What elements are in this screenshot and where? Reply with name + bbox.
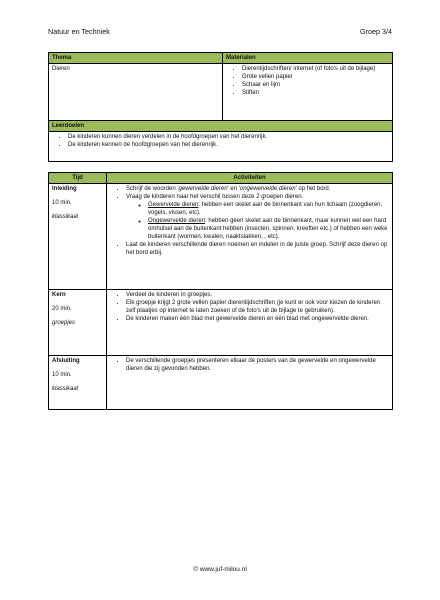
materialen-list [226,65,389,97]
phase-name: Inleiding [52,186,77,192]
list-item: • De verschillende groepjes presenteren elkaar de posters van de gewervelde en ongewervelde dieren die zij gevonden hebben. [126,357,389,373]
phase-form: klassikaal [52,214,79,220]
phase-name: Afsluiting [52,358,80,364]
inleiding-time-cell [49,184,107,290]
thema-value: Dieren [49,64,223,121]
list-item: • De kinderen maken één blad met gewervelde dieren en één blad met ongewervelde dieren. [126,315,389,323]
list-item: • De kinderen kennen de hoofdgroepen van het dierenrijk. [68,141,389,149]
activiteiten-header: Activiteiten [107,173,393,184]
leerdoelen-cell [49,132,393,162]
subject-label: Natuur en Techniek [48,27,110,36]
thema-header: Thema [49,53,223,64]
leerdoelen-header: Leerdoelen [49,121,393,132]
sub-list-item: ◦ Ongewervelde dieren: hebben geen skelet aan de binnenkant, maar kunnen wel een hard omhulsel aan de buitenkant hebben (insecten, spinnen, kreeften etc.) of hebben een weke buitenkant (wormen, kwalen, naaktslakken, , etc). [148,217,389,241]
phase-duration: 20 min. [52,306,72,312]
list-item: • Grote vellen papier [242,73,389,81]
list-item: • De kinderen kunnen dieren verdelen in de hoofdgroepen van het dierenrijk. [68,133,389,141]
list-item: • Schrijf de woorden 'gewervelde dieren' en 'ongewervelde dieren' op het bord. [126,185,389,193]
kern-time-cell [49,290,107,356]
sub-list [126,201,389,241]
list-item: • Stiften [242,89,389,97]
afsluiting-time-cell [49,356,107,410]
footer-copyright: © www.juf-milou.nl [193,566,247,573]
afsluiting-activities [107,356,393,410]
schedule-table [48,172,393,410]
materialen-cell [223,64,393,121]
tijd-header: Tijd [49,173,107,184]
sub-list-item: ◦ Gewervelde dieren: hebben een skelet aan de binnenkant van hun lichaam (zoogdieren, vogels, vissen, etc). [148,201,389,217]
leerdoelen-list [52,133,389,149]
afsluiting-list [110,357,389,373]
group-label: Groep 3/4 [360,27,392,36]
list-item: • Elk groepje krijgt 2 grote vellen papier dierentijdschriften (je kunt er ook voor kiezen de kinderen zelf plaatjes op internet te laten zoeken of de foto's uit de bijlage te gebruiken). [126,299,389,315]
kern-activities [107,290,393,356]
phase-form: groepjes [52,320,76,326]
list-item: • Schaar en lijm [242,81,389,89]
phase-form: klassikaal [52,386,79,392]
kern-list [110,291,389,323]
list-item: • Dierentijdschriften/ internet (of foto's uit de bijlage) [242,65,389,73]
phase-duration: 10 min. [52,200,72,206]
page-header [48,27,392,39]
list-item: • Laat de kinderen verschillende dieren noemen en indelen in de juiste groep. Schrijf deze dieren op het bord erbij. [126,241,389,257]
theme-table [48,52,393,162]
list-item: • Verdeel de kinderen in groepjes. [126,291,389,299]
inleiding-activities [107,184,393,290]
materialen-header: Materialen [223,53,393,64]
inleiding-list [110,185,389,257]
phase-duration: 10 min. [52,372,72,378]
list-item: • Vraag de kinderen naar het verschil tussen deze 2 groepen dieren. ◦ Gewervelde dieren: hebben een skelet aan de binnenkant van hun lichaam (zoogdieren, vogels, vissen, etc). ◦ Ongewervelde dieren: hebben geen skelet aan de binnenkant, maar kunnen wel een hard omhulsel aan de buitenkant hebben (insecten, spinnen, kreeften etc.) of hebben een weke buitenkant (wormen, kwalen, naaktslakken, , etc). [126,193,389,241]
phase-name: Kern [52,292,66,298]
